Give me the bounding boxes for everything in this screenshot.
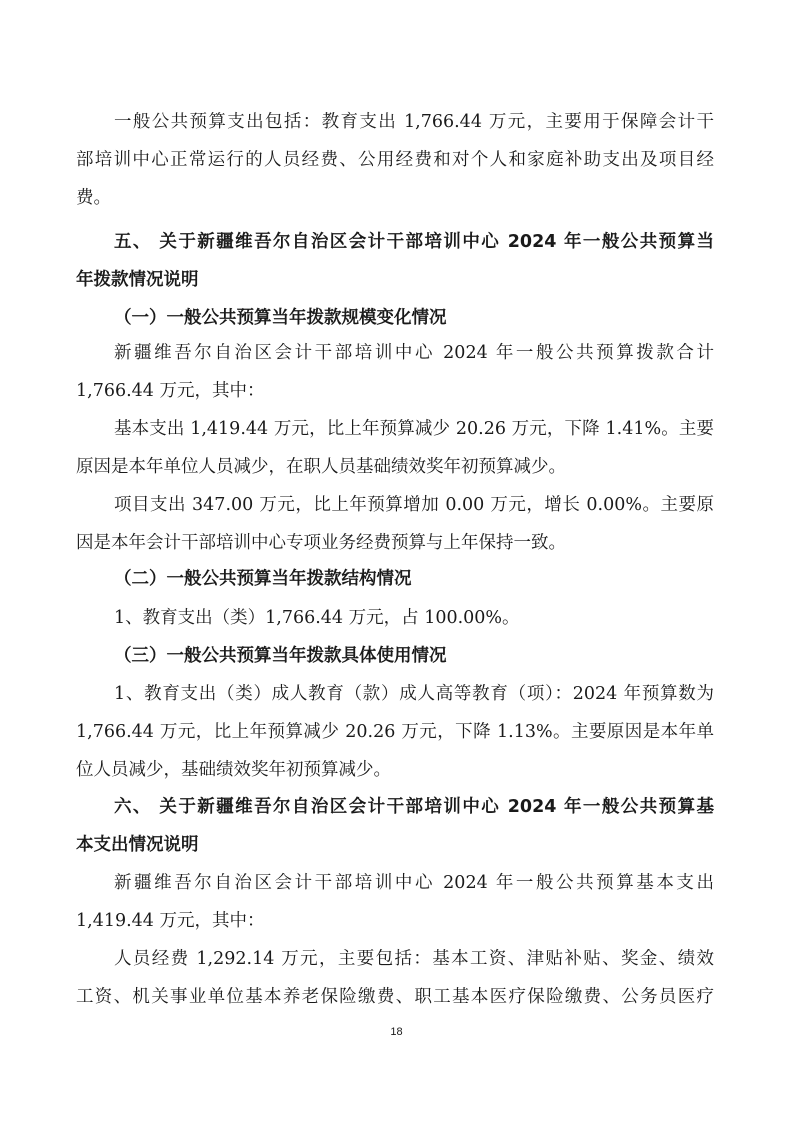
subsection-heading-1: （一）一般公共预算当年拨款规模变化情况 xyxy=(114,307,447,328)
subsection-heading-2: （二）一般公共预算当年拨款结构情况 xyxy=(114,568,412,589)
paragraph-line: 1、教育支出（类）1,766.44 万元，占 100.00%。 xyxy=(114,607,520,628)
paragraph-line: 基本支出 1,419.44 万元，比上年预算减少 20.26 万元，下降 1.41%。主要 xyxy=(114,418,714,439)
paragraph-line: 费。 xyxy=(76,187,111,208)
section-heading-6: 六、 关于新疆维吾尔自治区会计干部培训中心 2024 年一般公共预算基 xyxy=(114,796,714,817)
paragraph-line: 因是本年会计干部培训中心专项业务经费预算与上年保持一致。 xyxy=(76,532,566,553)
paragraph-line: 项目支出 347.00 万元，比上年预算增加 0.00 万元，增长 0.00%。主要原 xyxy=(114,494,714,515)
paragraph-line: 部培训中心正常运行的人员经费、公用经费和对个人和家庭补助支出及项目经 xyxy=(76,149,714,170)
section-heading-5-cont: 年拨款情况说明 xyxy=(76,269,199,290)
paragraph-line: 1、教育支出（类）成人教育（款）成人高等教育（项）：2024 年预算数为 xyxy=(114,683,714,704)
section-heading-5: 五、 关于新疆维吾尔自治区会计干部培训中心 2024 年一般公共预算当 xyxy=(114,231,714,252)
paragraph-line: 位人员减少，基础绩效奖年初预算减少。 xyxy=(76,759,391,780)
subsection-heading-3: （三）一般公共预算当年拨款具体使用情况 xyxy=(114,645,447,666)
paragraph-line: 人员经费 1,292.14 万元，主要包括：基本工资、津贴补贴、奖金、绩效 xyxy=(114,948,714,969)
page-number: 18 xyxy=(390,1026,403,1038)
section-heading-6-cont: 本支出情况说明 xyxy=(76,834,199,855)
paragraph-line: 新疆维吾尔自治区会计干部培训中心 2024 年一般公共预算拨款合计 xyxy=(114,342,714,363)
paragraph-line: 1,766.44 万元，其中： xyxy=(76,380,265,401)
paragraph-line: 工资、机关事业单位基本养老保险缴费、职工基本医疗保险缴费、公务员医疗 xyxy=(76,986,714,1007)
paragraph-line: 一般公共预算支出包括：教育支出 1,766.44 万元，主要用于保障会计干 xyxy=(114,111,714,132)
paragraph-line: 1,419.44 万元，其中： xyxy=(76,910,265,931)
paragraph-line: 1,766.44 万元，比上年预算减少 20.26 万元，下降 1.13%。主要原因是本年单 xyxy=(76,721,714,742)
paragraph-line: 原因是本年单位人员减少，在职人员基础绩效奖年初预算减少。 xyxy=(76,456,566,477)
paragraph-line: 新疆维吾尔自治区会计干部培训中心 2024 年一般公共预算基本支出 xyxy=(114,872,714,893)
